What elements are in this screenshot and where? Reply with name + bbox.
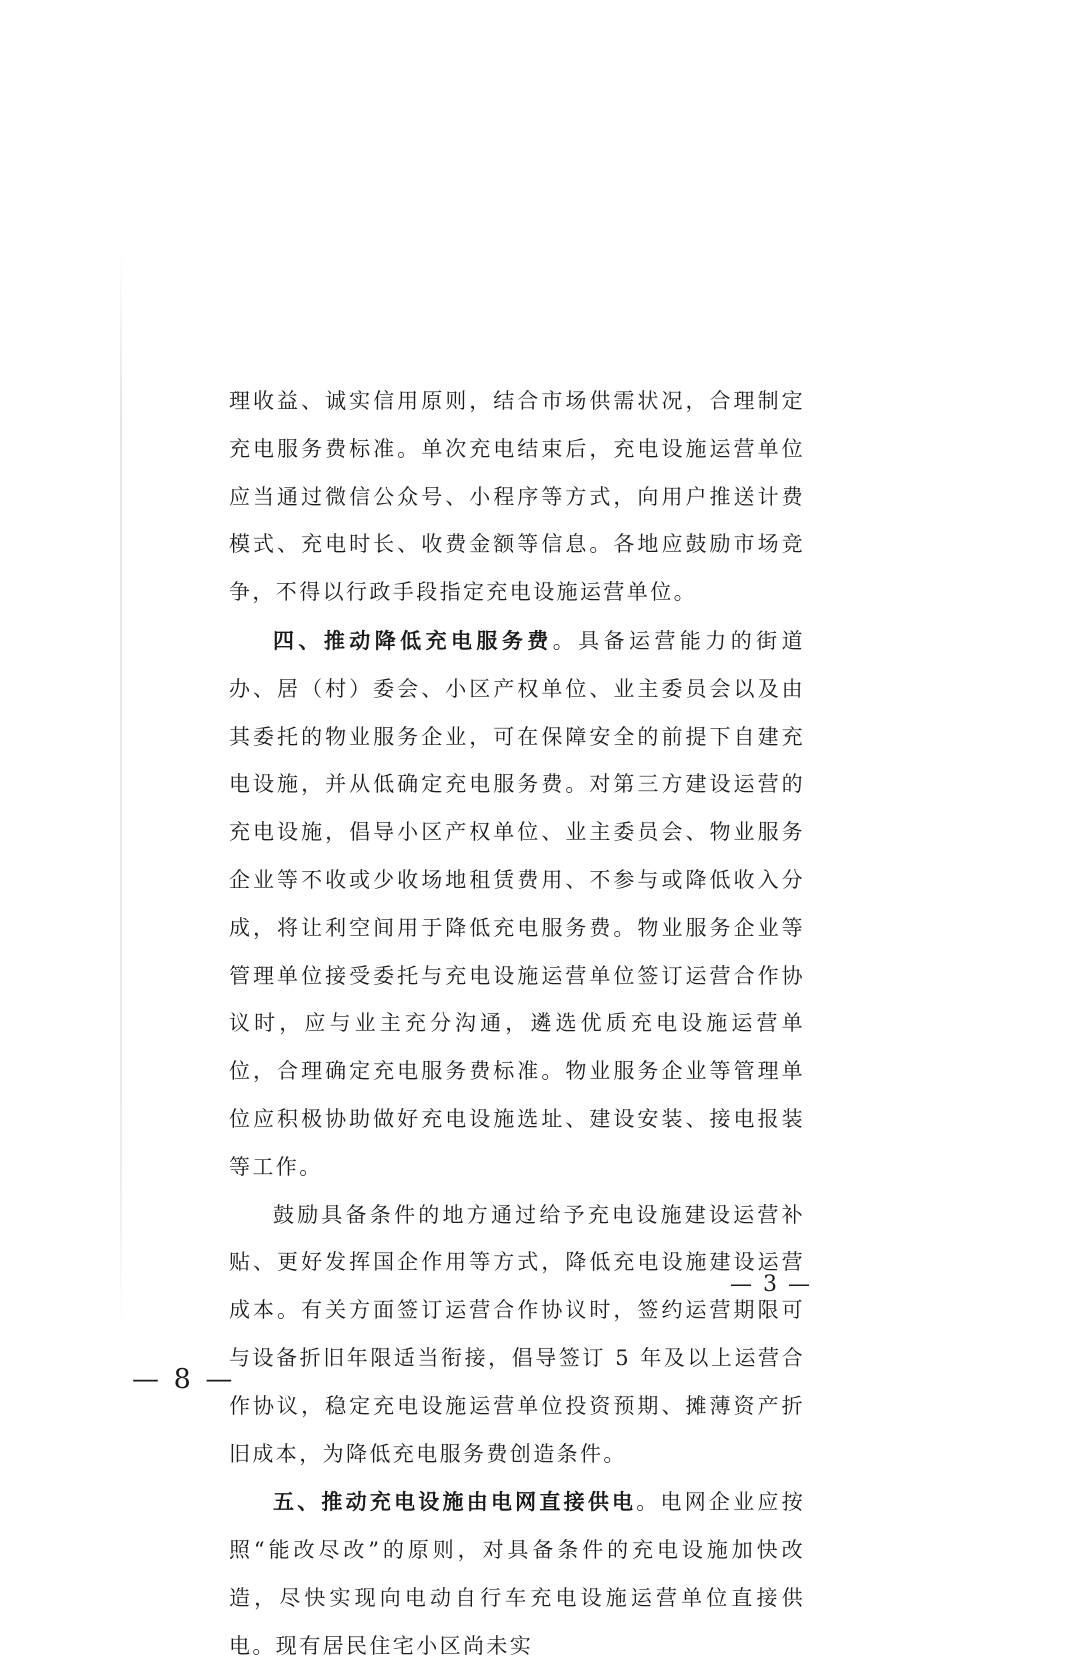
paragraph-text: 。具备运营能力的街道办、居（村）委会、小区产权单位、业主委员会以及由其委托的物业服务企业，可在保障安全的前提下自建充电设施，并从低确定充电服务费。对第三方建设运营的充电设施，倡导小区产权单位、业主委员会、物业服务企业等不收或少收场地租赁费用、不参与或降低收入分成，将让利空间用于降低充电服务费。物业服务企业等管理单位接受委托与充电设施运营单位签订运营合作协议时，应与业主充分沟通，遴选优质充电设施运营单位，合理确定充电服务费标准。物业服务企业等管理单位应积极协助做好充电设施选址、建设安装、接电报装等工作。	[229, 628, 806, 1179]
paragraph-text: 鼓励具备条件的地方通过给予充电设施建设运营补贴、更好发挥国企作用等方式，降低充电设施建设运营成本。有关方面签订运营合作协议时，签约运营期限可与设备折旧年限适当衔接，倡导签订 5 年及以上运营合作协议，稳定充电设施运营单位投资预期、摊薄资产折旧成本，为降低充电服务费创造条件。	[229, 1202, 805, 1466]
paragraph-continuation	[229, 378, 805, 617]
paragraph-section-four	[229, 617, 805, 1192]
paragraph-text: 理收益、诚实信用原则，结合市场供需状况，合理制定充电服务费标准。单次充电结束后，充电设施运营单位应当通过微信公众号、小程序等方式，向用户推送计费模式、充电时长、收费金额等信息。各地应鼓励市场竞争，不得以行政手段指定充电设施运营单位。	[229, 389, 805, 605]
scan-edge-shadow	[120, 250, 122, 1330]
inner-page-number: — 3 —	[730, 1272, 812, 1297]
section-heading: 五、推动充电设施由电网直接供电	[273, 1489, 637, 1515]
paragraph-text: 。电网企业应按照“能改尽改”的原则，对具备条件的充电设施加快改造，尽快实现向电动自行车充电设施运营单位直接供电。现有居民住宅小区尚未实	[229, 1490, 805, 1658]
paragraph-section-five	[229, 1478, 805, 1670]
paragraph-encourage	[229, 1192, 805, 1479]
section-heading: 四、推动降低充电服务费	[273, 627, 553, 653]
document-body	[229, 378, 805, 1671]
outer-page-number: — 8 —	[132, 1364, 236, 1395]
